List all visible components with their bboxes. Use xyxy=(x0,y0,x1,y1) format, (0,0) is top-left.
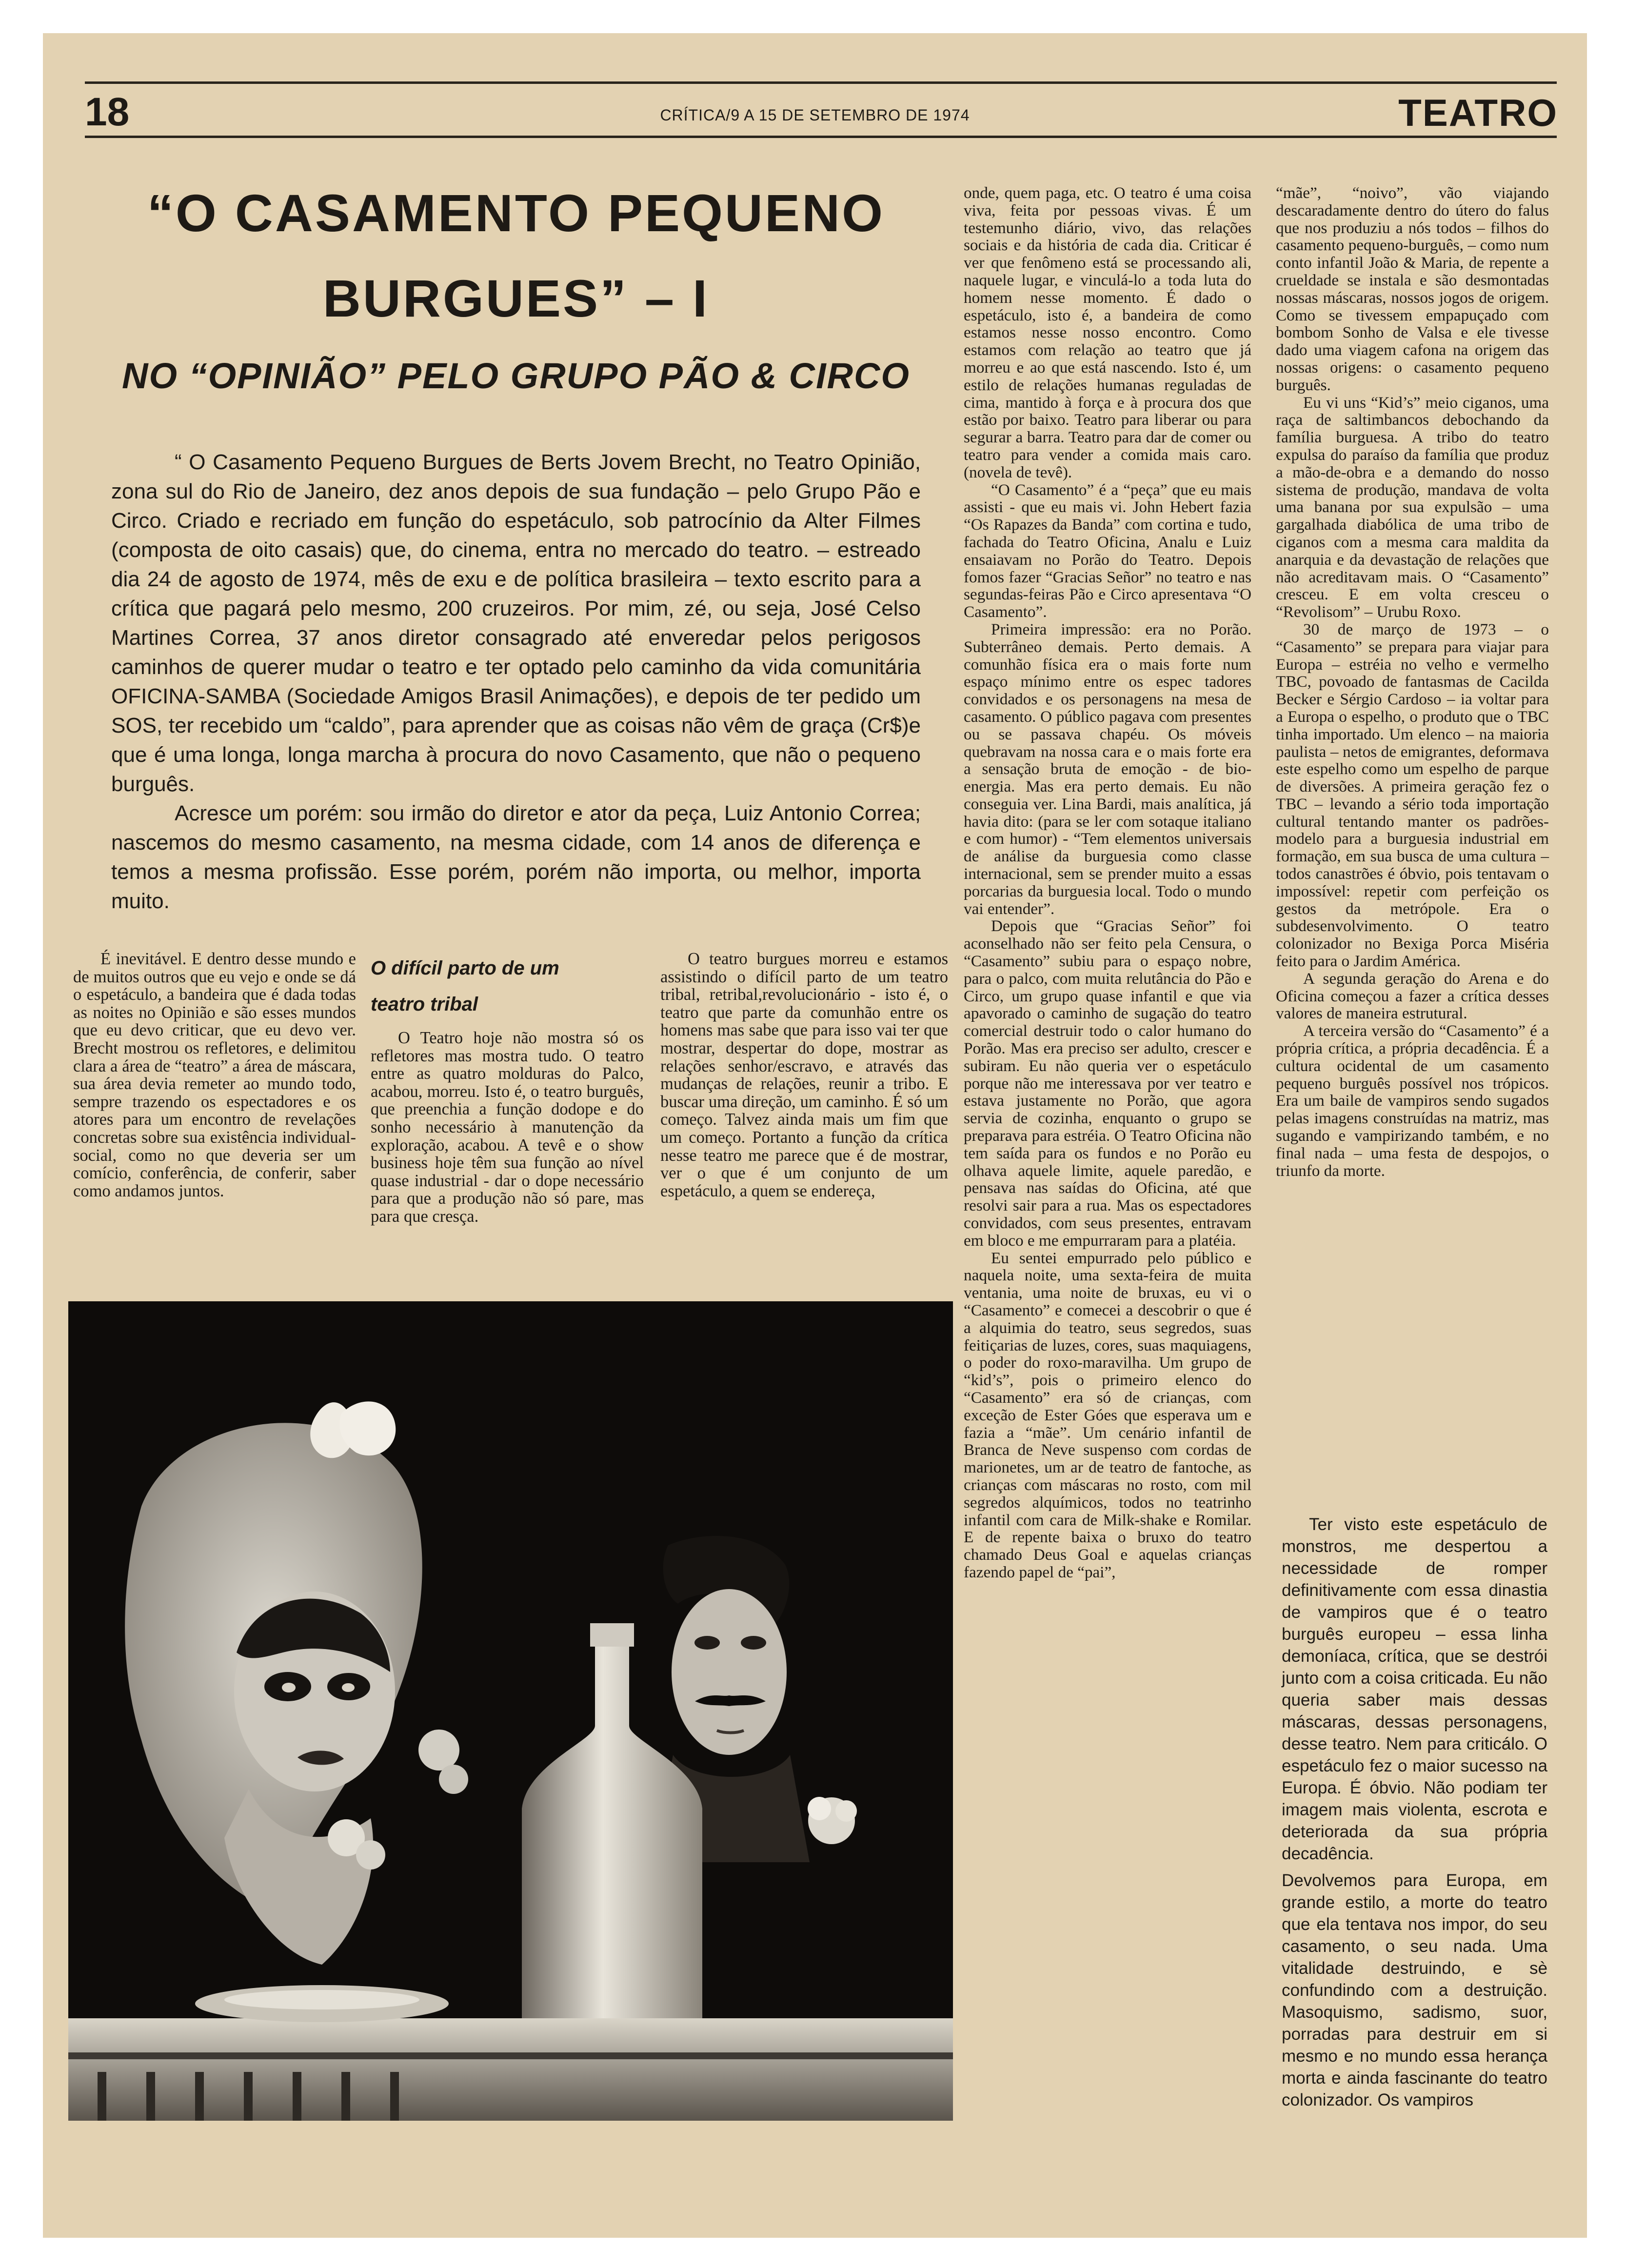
section-label: TEATRO xyxy=(1398,91,1558,134)
column-5-para-1: “mãe”, “noivo”, vão viajando descaradamente dentro do útero do falus que nos produziu a nós todos – filhos do casamento pequeno-burguês, – como num conto infantil João & Maria, de repente a crueldade se instala e são desmontadas nossas máscaras, nossos jogos de origem. Como se tivessem empapuçado com bombom Sonho de Valsa e ele tivesse dado uma viagem cafona na origem das nossas origens: o casamento pequeno burguês. xyxy=(1276,184,1549,394)
headline-line-2: BURGUES” – I xyxy=(322,269,710,328)
subheadline: NO “OPINIÃO” PELO GRUPO PÃO & CIRCO xyxy=(122,356,910,396)
column-5-lower-para-1: Ter visto este espetáculo de monstros, me despertou a necessidade de romper definitivamente com essa dinastia de vampiros que é o teatro burguês europeu – essa linha demoníaca, crítica, que se destrói junto com a coisa criticada. Eu não queria saber mais dessas máscaras, dessas personagens, desse teatro. Nem para criticálo. O espetáculo fez o maior sucesso na Europa. É óbvio. Não podiam ter imagem mais violenta, escrota e deteriorada da sua própria decadência. xyxy=(1282,1515,1547,1863)
column-2-text: O Teatro hoje não mostra só os refletores mas mostra tudo. O teatro entre as quatro molduras do Palco, acabou, morreu. Isto é, o teatro burguês, que preenchia a função dodope e do sonho necessário à manutenção da exploração, acabou. A tevê e o show business hoje têm sua função ao nível quase industrial - dar o dope necessário para que a produção não só pare, mas para que cresça. xyxy=(371,1029,644,1226)
performance-photo xyxy=(68,1301,953,2121)
column-4-para-5: Eu sentei empurrado pelo público e naquela noite, uma sexta-feira de muita ventania, uma noite de bruxas, eu vi o “Casamento” e comecei a descobrir o que é a alquimia do teatro, seus segredos, suas feitiçarias de luzes, cores, suas maquiagens, o poder do roxo-maravilha. Um grupo de “kid’s”, pois o primeiro elenco do “Casamento” era só de crianças, com exceção de Ester Góes que esperava um e fazia a “mãe”. Um cenário infantil de Branca de Neve suspenso com cordas de marionetes, um ar de teatro de fantoche, as crianças com máscaras no rosto, com mil segredos alquímicos, todos no teatrinho infantil com cara de Milk-shake e Romilar. E de repente baixa o bruxo do teatro chamado Deus Goal e aquelas crianças fazendo papel de “pai”, xyxy=(964,1249,1251,1581)
lead-paragraph-1: “ O Casamento Pequeno Burgues de Berts Jovem Brecht, no Teatro Opinião, zona sul do Rio de Janeiro, dez anos depois de sua fundação – pelo Grupo Pão e Circo. Criado e recriado em função do espetáculo, sob patrocínio da Alter Filmes (composta de oito casais) que, do cinema, entra no mercado do teatro. – estreado dia 24 de agosto de 1974, mês de exu e de política brasileira – texto escrito para a crítica que pagará pelo mesmo, 200 cruzeiros. Por mim, zé, ou seja, José Celso Martines Correa, 37 anos diretor consagrado até enveredar pelos perigosos caminhos de querer mudar o teatro e ter optado pelo caminho da vida comunitária OFICINA-SAMBA (Sociedade Amigos Brasil Animações), e depois de ter pedido um SOS, ter recebido um “caldo”, para aprender que as coisas não vêm de graça (Cr$)e que é uma longa, longa marcha à procura do novo Casamento, que não o pequeno burguês. xyxy=(111,450,921,796)
column-3-text: O teatro burgues morreu e estamos assistindo o difícil parto de um teatro tribal, retribal,revolucionário - isto é, o teatro que parte da comunhão entre os homens mas sabe que para isso vai ter que mostrar, despertar do dope, mostrar as relações senhor/escravo, e através das mudanças de relações, reunir a tribo. E buscar uma direção, um caminho. É só um começo. Talvez ainda mais um fim que um começo. Portanto a função da crítica nesse teatro me parece que é de mostrar, ver o que é um conjunto de um espetáculo, a quem se endereça, xyxy=(660,950,948,1200)
crosshead-line-2: teatro tribal xyxy=(371,994,478,1015)
header-rule xyxy=(85,136,1557,138)
column-5-para-3: 30 de março de 1973 – o “Casamento” se prepara para viajar para Europa – estréia no velho e vermelho TBC, povoado de fantasmas de Cacilda Becker e Sérgio Cardoso – ia voltar para a Europa o espelho, o produto que o TBC tinha importado. Um elenco – na maioria paulista – netos de emigrantes, deformava este espelho como um espelho de parque de diversões. A primeira geração fez o TBC – levando a sério toda importação cultural tentando manter os padrões-modelo para a burguesia industrial em formação, em sua busca de uma cultura – todos canastrões é óbvio, pois tentavam o impossível: repetir com perfeição os gestos da metrópole. Era o subdesenvolvimento. O teatro colonizador no Bexiga Porca Miséria feito para o Jardim América. xyxy=(1276,620,1549,971)
top-rule xyxy=(85,81,1557,84)
column-4-para-2: “O Casamento” é a “peça” que eu mais assisti - que eu mais vi. John Hebert fazia “Os Rapazes da Banda” com cortina e tudo, fachada do Teatro Oficina, Analu e Luiz ensaiavam no Porão do Teatro. Depois fomos fazer “Gracias Señor” no teatro e nas segundas-feiras Pão e Circo apresentava “O Casamento”. xyxy=(964,480,1251,621)
column-4-para-3: Primeira impressão: era no Porão. Subterrâneo demais. Perto demais. A comunhão física era o mais forte num espaço mínimo entre os espec tadores convidados e os personagens na mesa de casamento. O público pagava com presentes ou se passava chapéu. Os móveis quebravam na nossa cara e o mais forte era a sensação bruta de emoção - de bio-energia. Mas era perto demais. Eu não conseguia ver. Lina Bardi, mais analítica, já havia dito: (para se ler com sotaque italiano e com humor) - “Tem elementos universais de análise da burguesia como classe internacional, sem se prender muito a essas porcarias da burguesia local. Todo o mundo vai entender”. xyxy=(964,620,1251,918)
column-1-text: É inevitável. E dentro desse mundo e de muitos outros que eu vejo e onde se dá o espetáculo, a bandeira que é dada todas as noites no Opinião e são esses mundos que eu devo criticar, que eu devo ver. Brecht mostrou os refletores, e delimitou clara a área de “teatro” a área de máscara, sua área devia remeter ao mundo todo, sempre trazendo os espectadores e os atores para um encontro de revelações concretas sobre sua existência individual-social, como no que deveria ser um comício, conferência, de conferir, saber como andamos juntos. xyxy=(73,950,356,1200)
headline-line-1: “O CASAMENTO PEQUENO xyxy=(147,183,885,242)
dateline: CRÍTICA/9 A 15 DE SETEMBRO DE 1974 xyxy=(660,106,970,124)
column-4-para-4: Depois que “Gracias Señor” foi aconselhado não ser feito pela Censura, o “Casamento” subiu para o espaço nobre, para o palco, com muita relutância do Pão e Circo, um grupo quase infantil e que via apavorado o caminho de sugação do teatro comercial destruir todo o calor humano do Porão. Mas era preciso ser adulto, crescer e subiram. Eu não queria ver o espetáculo porque não me interessava por ver teatro e estava justamente no Porão, que agora servia de cozinha, enquanto o grupo se preparava para estréia. O Teatro Oficina não tem saída para os fundos e no Porão eu olhava aquele limite, aquele paredão, e pensava nas saídas do Oficina, até que resolvi sair para a rua. Mas os espectadores convidados, com seus presentes, entravam em bloco e me empurraram para a platéia. xyxy=(964,917,1251,1250)
column-5-para-2: Eu vi uns “Kid’s” meio ciganos, uma raça de saltimbancos debochando da família burguesa. A tribo do teatro expulsa do paraíso da família que produz a mão-de-obra e a demando do nosso sistema de produção, mandava de volta uma banana por sua expulsão – uma gargalhada diabólica de uma tribo de ciganos com a mesma cara maldita da anarquia e da devastação de relações que não acreditavam mais. O “Casamento” cresceu. E em volta cresceu o “Revolisom” – Urubu Roxo. xyxy=(1276,393,1549,621)
lead-paragraphs xyxy=(111,448,921,916)
page-number: 18 xyxy=(85,90,130,134)
column-2 xyxy=(371,950,644,1226)
column-5-lower-para-2: Devolvemos para Europa, em grande estilo, a morte do teatro que ela tentava nos impor, do seu casamento, o seu nada. Uma vitalidade destruindo, e sè confundindo com a destruição. Masoquismo, sadismo, suor, porradas para destruir em si mesmo e no mundo essa herança morta e ainda fascinante do teatro colonizador. Os vampiros xyxy=(1282,1871,1547,2109)
crosshead-line-1: O difícil parto de um xyxy=(371,957,559,979)
column-4-para-1: onde, quem paga, etc. O teatro é uma coisa viva, feita por pessoas vivas. É um testemunho diário, vivo, das relações sociais e da história de cada dia. Criticar é ver que fenômeno está se processando ali, naquele lugar, e vinculá-lo a toda luta do homem nesse momento. É dado o espetáculo, isto é, a bandeira de como estamos nesse nosso encontro. Como estamos com relação ao teatro que já morreu e ao que está nascendo. Isto é, um estilo de relações humanas reguladas de cima, mantido à força e à procura dos que estão por baixo. Teatro para liberar ou para segurar a barra. Teatro para dar de comer ou teatro para vender a comida mais caro. (novela de tevê). xyxy=(964,184,1251,481)
column-3 xyxy=(660,950,948,1200)
column-1 xyxy=(73,950,356,1200)
column-5 xyxy=(1276,184,1549,1179)
column-5-para-5: A terceira versão do “Casamento” é a própria crítica, a própria decadência. É a cultura ocidental de um casamento pequeno burguês possível nos trópicos. Era um baile de vampiros sendo sugados pelas imagens construídas na matriz, mas sugando e vampirizando também, e no final nada – uma festa de despojos, o triunfo da morte. xyxy=(1276,1022,1549,1180)
lead-paragraph-2: Acresce um porém: sou irmão do diretor e ator da peça, Luiz Antonio Correa; nascemos do mesmo casamento, na mesma cidade, com 14 anos de diferença e temos a mesma profissão. Esse porém, porém não importa, ou melhor, importa muito. xyxy=(111,801,921,913)
newspaper-page xyxy=(43,33,1587,2238)
column-4 xyxy=(964,184,1251,1581)
column-5-lower xyxy=(1282,1513,1547,2111)
column-5-para-4: A segunda geração do Arena e do Oficina começou a fazer a crítica desses valores de maneira estrutural. xyxy=(1276,969,1549,1023)
